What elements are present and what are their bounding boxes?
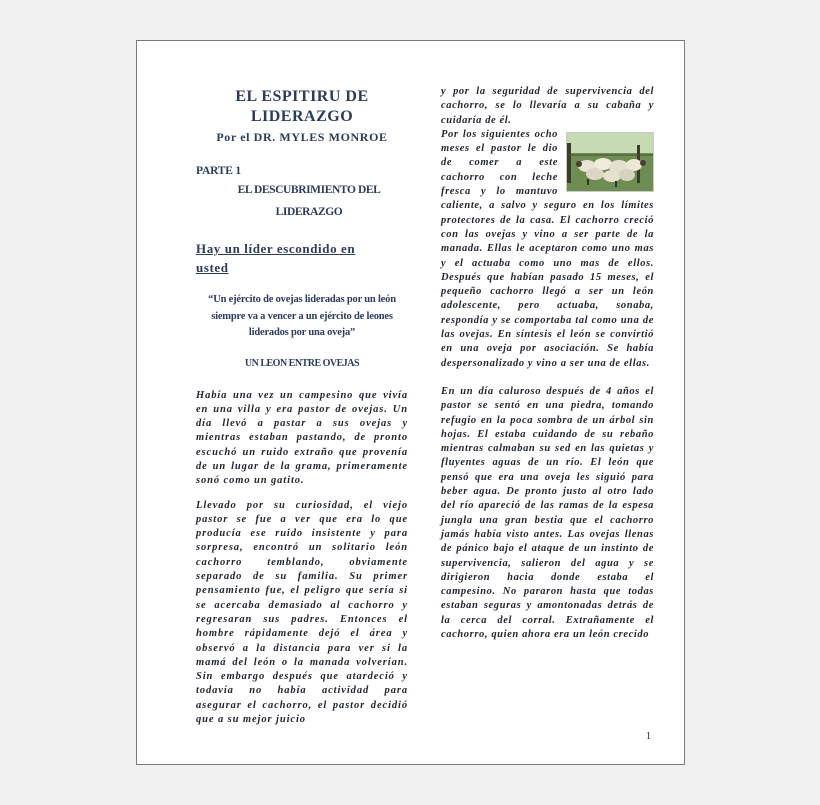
document-title [196,87,408,127]
paragraph: En un día caluroso después de 4 años el pastor se sentó en una piedra, tomando refugio en la poca sombra de un árbol sin hojas. El estaba cuidando de su rebaño mientras calmaban su sed en las quietas y fluyentes aguas de un río. El león que pensó que era una oveja les siguió para beber agua. De pronto justo al otro lado del río apareció de las ramas de la espesa jungla una gran bestia que el cachorro jamás había visto antes. Las ovejas llenas de pánico bajo el ataque de un instinto de supervivencia, salieron del agua y se dirigieron hacia donde estaba el campesino. No pararon hasta que todas estaban seguras y amontonadas detrás de la cerca del corral. Extrañamente el cachorro, quien ahora era un león crecido [441,385,654,640]
chapter-title [196,179,408,223]
title-line-1: EL ESPITIRU DE [235,88,369,105]
section-title: UN LEON ENTRE OVEJAS [244,357,360,369]
paragraph: Había una vez un campesino que vivía en una villa y era pastor de ovejas. Un día llevó a pastar a sus ovejas y mientras estaban pastando, de pronto escuchó un ruido extraño que provenía de un lugar de la grama, primeramente sonó como un gatito. [196,389,408,487]
part-label: PARTE 1 [196,165,241,177]
author-line: Por el DR. MYLES MONROE [216,130,388,144]
paragraph: y por la seguridad de supervivencia del cachorro, se lo llevaría a su cabaña y cuidaría de él. [441,86,654,126]
sheep-flock-photo [566,132,654,192]
right-column [441,85,654,642]
epigraph-quote: “Un ejército de ovejas lideradas por un león siempre va a vencer a un ejército de leones liderados por una oveja” [208,294,396,338]
chapter-line-1: EL DESCUBRIMIENTO DEL [237,184,381,196]
paragraph-text: Por los siguientes ocho meses el pastor le dio de comer a este cachorro con leche fresca y lo mantuvo caliente, a salvo y seguro en los límites protectores de la casa. El cachorro creció con las ovejas y vino a ser parte de la manada. Ellas le aceptaron como uno mas y el actuaba como uno mas de ellos. Después que habían pasado 15 meses, el pequeño cachorro llegó a ser un león adolescente, pero actuaba, sonaba, respondía y se comportaba tal como una de las ovejas. En síntesis el león se convirtió en una oveja por asociación. Se había despersonalizado y vino a ser una de ellas. [441,128,654,369]
paragraph-with-image [441,128,654,371]
chapter-line-2: LIDERAZGO [275,206,343,218]
left-column [196,87,408,727]
paragraph: Llevado por su curiosidad, el viejo pastor se fue a ver que era lo que producía ese ruido insistente y para sorpresa, encontró un solitario león cachorro temblando, obviamente separado de su familia. Su primer pensamiento fue, el peligro que sería si se acercaba demasiado al cachorro y regresaran sus padres. Entonces el hombre rápidamente dejó el área y observó a la distancia para ver si la mamá del león o la manada volverían. Sin embargo después que atardeció y todavía no había actividad para asegurar el cachorro, el pastor decidió que a su mejor juicio [196,499,408,726]
subheading-line-1: Hay un líder escondido en [196,241,356,256]
subheading [196,239,408,277]
page-number: 1 [646,731,651,742]
document-page [136,40,685,765]
sheep-illustration [567,133,653,191]
title-line-2: LIDERAZGO [250,108,354,125]
subheading-line-2: usted [196,260,229,275]
